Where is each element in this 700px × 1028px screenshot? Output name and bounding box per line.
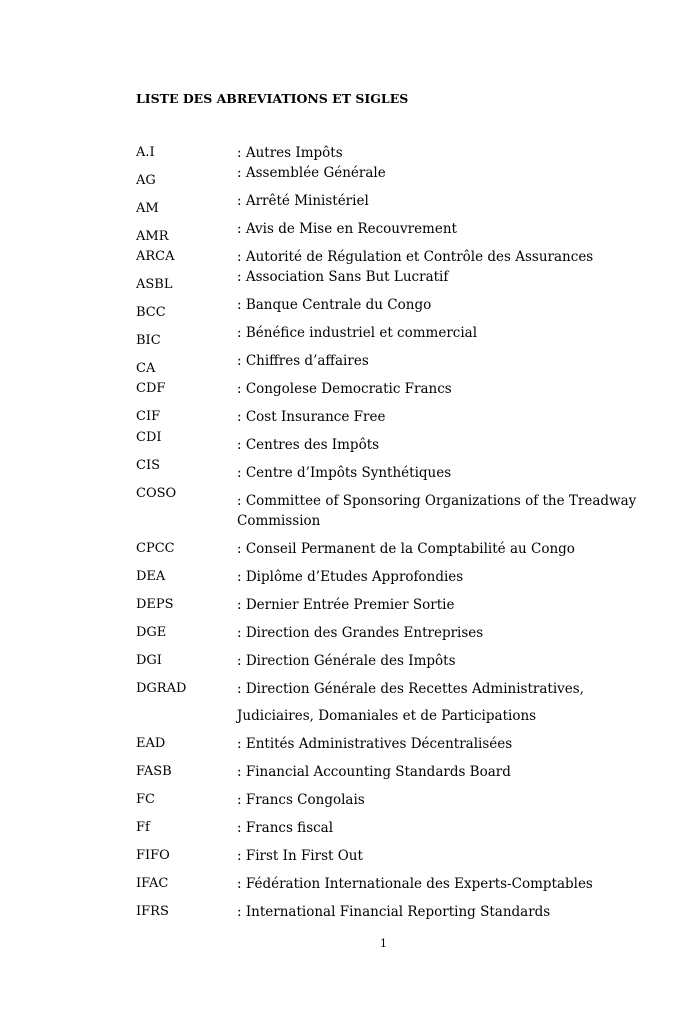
abbreviation: FASB <box>136 764 172 779</box>
abbreviation: DGI <box>136 653 162 668</box>
abbreviation: AMR <box>136 229 169 244</box>
definition: : Autres Impôts <box>237 145 343 161</box>
abbreviation: DGE <box>136 625 167 640</box>
definition: : First In First Out <box>237 848 363 864</box>
definition: : Direction des Grandes Entreprises <box>237 625 484 641</box>
abbreviation: IFAC <box>136 876 169 891</box>
definition-continuation: Commission <box>237 513 321 529</box>
definition: : Arrêté Ministériel <box>237 193 369 209</box>
definition: : Bénéfice industriel et commercial <box>237 325 478 341</box>
definition-continuation: Judiciaires, Domaniales et de Participations <box>237 708 537 724</box>
definition: : Financial Accounting Standards Board <box>237 764 511 780</box>
abbreviation: Ff <box>136 820 150 835</box>
definition: : Congolese Democratic Francs <box>237 381 452 397</box>
abbreviation: CIS <box>136 458 160 473</box>
definition: : Fédération Internationale des Experts-Comptables <box>237 876 593 892</box>
definition: : Conseil Permanent de la Comptabilité au Congo <box>237 541 575 557</box>
definition: : Centres des Impôts <box>237 437 380 453</box>
definition: : International Financial Reporting Standards <box>237 904 551 920</box>
abbreviation: ARCA <box>136 249 175 264</box>
definition: : Francs fiscal <box>237 820 334 836</box>
abbreviation: DGRAD <box>136 681 187 696</box>
abbreviation: CA <box>136 361 156 376</box>
definition: : Direction Générale des Impôts <box>237 653 456 669</box>
abbreviation: CDF <box>136 381 166 396</box>
abbreviation: FC <box>136 792 155 807</box>
abbreviation: CPCC <box>136 541 175 556</box>
abbreviation: FIFO <box>136 848 170 863</box>
definition: : Banque Centrale du Congo <box>237 297 432 313</box>
abbreviation: BIC <box>136 333 161 348</box>
abbreviation: COSO <box>136 486 177 501</box>
abbreviation: CIF <box>136 409 161 424</box>
definition: : Francs Congolais <box>237 792 365 808</box>
abbreviation: IFRS <box>136 904 169 919</box>
abbreviation: ASBL <box>136 277 173 292</box>
abbreviation: AG <box>136 173 156 188</box>
definition: : Association Sans But Lucratif <box>237 269 449 285</box>
abbreviation: CDI <box>136 430 162 445</box>
definition: : Diplôme d’Etudes Approfondies <box>237 569 464 585</box>
definition: : Avis de Mise en Recouvrement <box>237 221 457 237</box>
definition: : Assemblée Générale <box>237 165 386 181</box>
definition: : Chiffres d’affaires <box>237 353 369 369</box>
page-number: 1 <box>380 937 387 950</box>
abbreviation: EAD <box>136 736 166 751</box>
definition: : Committee of Sponsoring Organizations of the Treadway <box>237 493 637 509</box>
definition: : Cost Insurance Free <box>237 409 386 425</box>
abbreviation: DEA <box>136 569 166 584</box>
definition: : Autorité de Régulation et Contrôle des Assurances <box>237 249 594 265</box>
definition: : Direction Générale des Recettes Administratives, <box>237 681 584 697</box>
definition: : Entités Administratives Décentralisées <box>237 736 513 752</box>
definition: : Dernier Entrée Premier Sortie <box>237 597 455 613</box>
definition: : Centre d’Impôts Synthétiques <box>237 465 452 481</box>
abbreviation: A.I <box>136 145 155 160</box>
abbreviation: BCC <box>136 305 166 320</box>
abbreviation: DEPS <box>136 597 174 612</box>
abbreviation: AM <box>136 201 159 216</box>
page-title: LISTE DES ABREVIATIONS ET SIGLES <box>136 91 409 106</box>
